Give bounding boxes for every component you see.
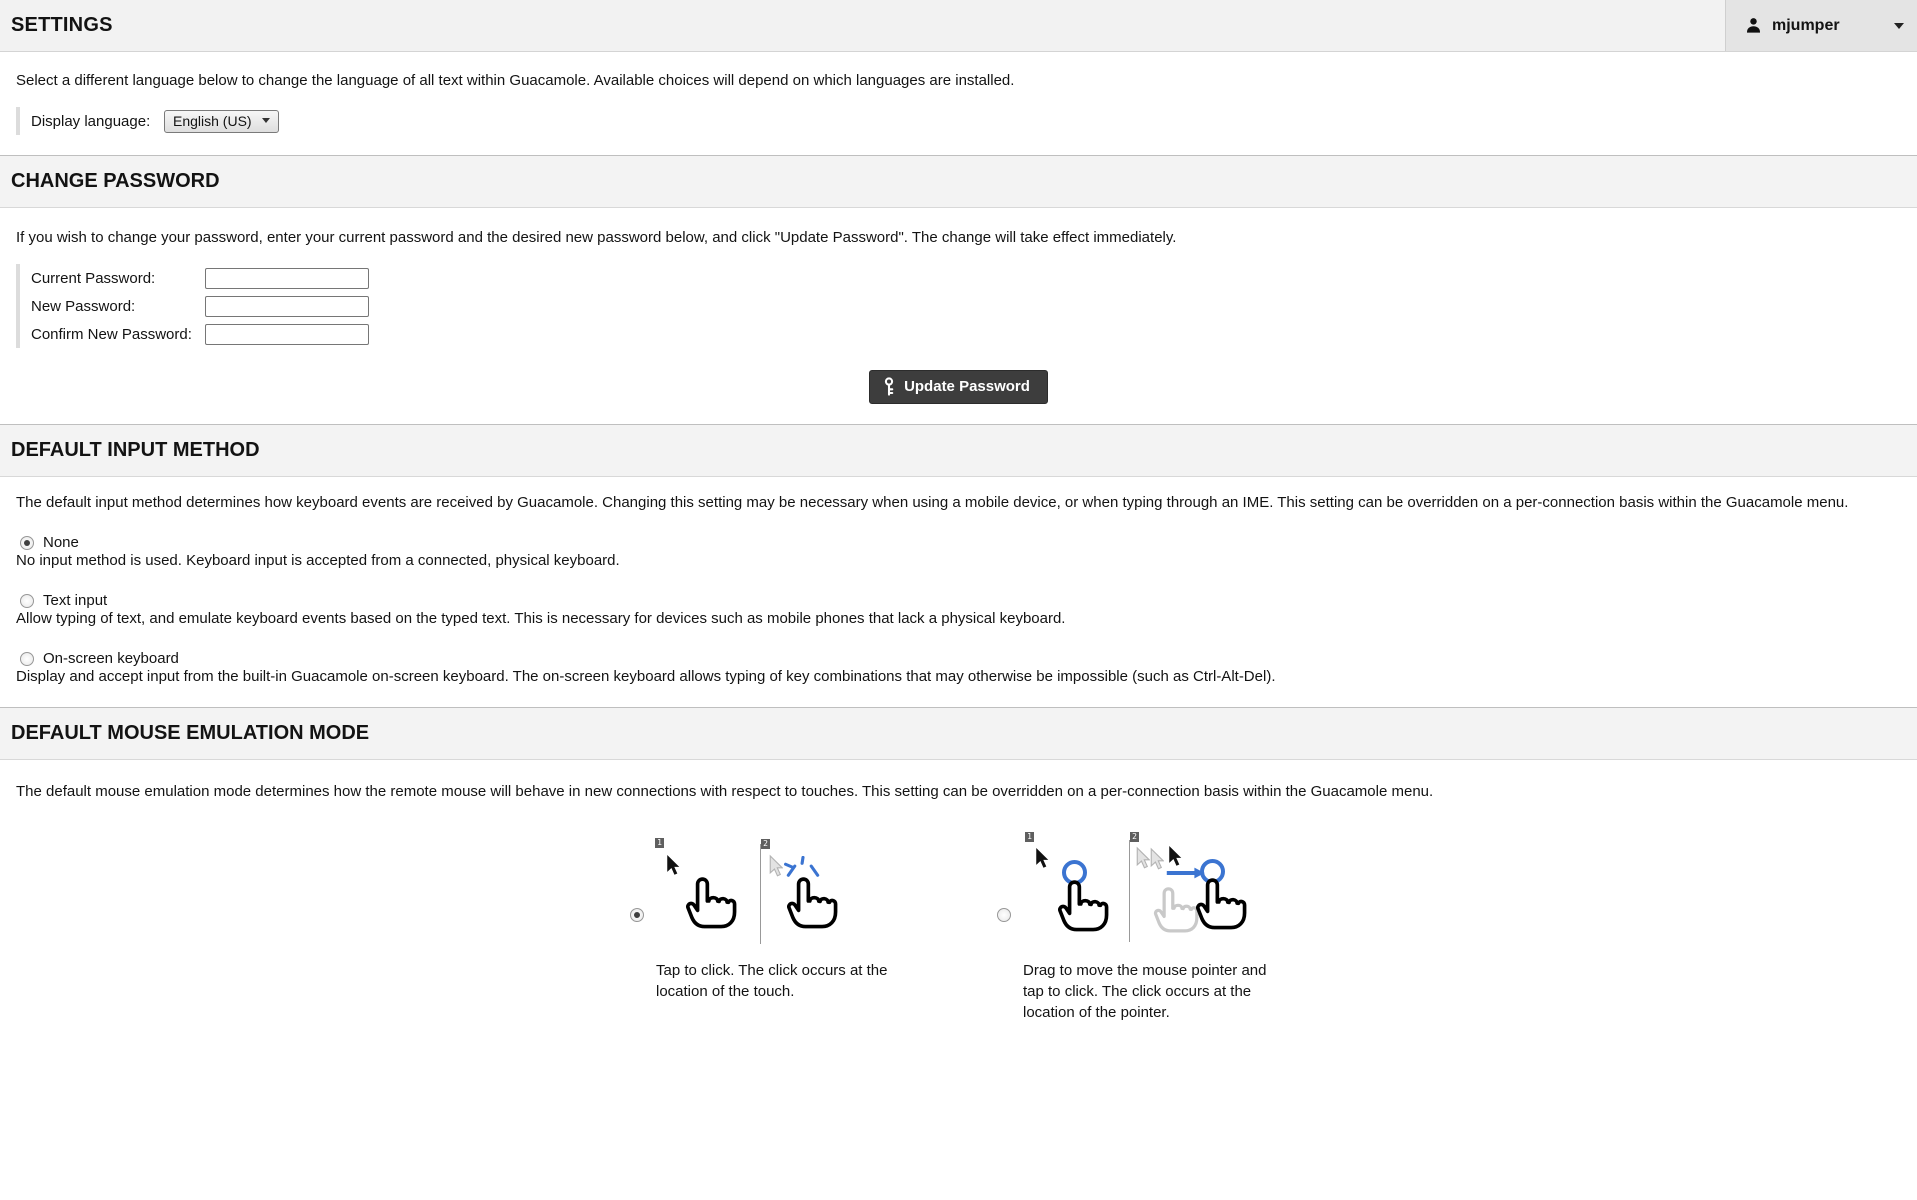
select-caret-icon xyxy=(262,118,270,123)
input-method-label-text: Text input xyxy=(43,592,108,609)
mouse-emulation-description: The default mouse emulation mode determines how the remote mouse will behave in new connections with respect to touches. This setting can be overridden on a per-connection basis within the Guacamole menu. xyxy=(16,783,1434,800)
frame-badge-1: 1 xyxy=(655,838,664,848)
mouse-option-tap-caption: Tap to click. The click occurs at the location of the touch. xyxy=(656,962,888,1000)
display-language-row xyxy=(16,107,1917,135)
input-method-desc-text: Allow typing of text, and emulate keyboard events based on the typed text. This is necessary for devices such as mobile phones that lack a physical keyboard. xyxy=(16,610,1066,627)
new-password-field[interactable] xyxy=(205,296,369,317)
user-name: mjumper xyxy=(1772,16,1840,34)
mouse-option-drag-body xyxy=(1019,832,1287,1023)
touch-hand-icon xyxy=(685,873,737,933)
drag-hand-icon xyxy=(1057,876,1109,936)
update-password-button[interactable] xyxy=(869,370,1048,404)
frame-divider xyxy=(760,844,761,944)
ghost-cursor-icon xyxy=(1135,846,1150,871)
new-password-row xyxy=(31,292,1917,320)
mouse-option-tap xyxy=(630,832,902,1023)
change-password-description: If you wish to change your password, enter your current password and the desired new password below, and click "Update Password". The change will take effect immediately. xyxy=(16,229,1177,246)
current-password-label: Current Password: xyxy=(31,269,156,287)
cursor-arrow-icon xyxy=(1034,846,1049,871)
user-icon xyxy=(1744,16,1763,35)
cursor-arrow-icon xyxy=(665,853,680,878)
default-input-method-description: The default input method determines how keyboard events are received by Guacamole. Changing this setting may be necessary when using a mobile device, or when typing through an IME. This setting can be overridden on a per-connection basis within the Guacamole menu. xyxy=(16,494,1849,511)
page-title: SETTINGS xyxy=(11,14,113,36)
frame-badge-2: 2 xyxy=(761,839,770,849)
input-method-option-osk xyxy=(20,650,1917,667)
tap-illustration xyxy=(652,832,867,947)
mouse-emulation-header: DEFAULT MOUSE EMULATION MODE xyxy=(0,707,1917,760)
input-method-radio-osk[interactable] xyxy=(20,652,34,666)
change-password-header: CHANGE PASSWORD xyxy=(0,155,1917,208)
current-password-field[interactable] xyxy=(205,268,369,289)
ghost-cursor-icon xyxy=(1149,847,1164,872)
input-method-option-none xyxy=(20,534,1917,551)
language-section-description: Select a different language below to change the language of all text within Guacamole. Available choices will depend on which languages are installed. xyxy=(16,72,1015,89)
update-password-button-label: Update Password xyxy=(904,378,1030,395)
tap-hand-icon xyxy=(786,873,838,933)
drag-illustration xyxy=(1019,832,1256,947)
input-method-option-text xyxy=(20,592,1917,609)
chevron-down-icon xyxy=(1894,23,1904,29)
mouse-mode-radio-drag[interactable] xyxy=(997,908,1011,922)
mouse-mode-radio-tap[interactable] xyxy=(630,908,644,922)
input-method-radio-text[interactable] xyxy=(20,594,34,608)
display-language-selected-value: English (US) xyxy=(173,112,252,129)
mouse-option-tap-body xyxy=(652,832,902,1023)
input-method-label-osk: On-screen keyboard xyxy=(43,650,179,667)
display-language-select[interactable] xyxy=(164,110,279,133)
header-spacer xyxy=(113,0,1725,51)
mouse-option-drag-caption: Drag to move the mouse pointer and tap to click. The click occurs at the location of the pointer. xyxy=(1023,962,1267,1021)
confirm-password-row xyxy=(31,320,1917,348)
ghost-hand-icon xyxy=(1153,884,1199,936)
app-header xyxy=(0,0,1917,52)
mouse-emulation-options xyxy=(0,832,1917,1023)
confirm-password-field[interactable] xyxy=(205,324,369,345)
frame-divider xyxy=(1129,840,1130,942)
update-password-button-row xyxy=(0,370,1917,404)
current-password-row xyxy=(31,264,1917,292)
frame-badge-1: 1 xyxy=(1025,832,1034,842)
input-method-radio-none[interactable] xyxy=(20,536,34,550)
key-icon xyxy=(883,377,895,396)
ghost-cursor-icon xyxy=(768,854,783,879)
default-input-method-header: DEFAULT INPUT METHOD xyxy=(0,424,1917,477)
confirm-password-label: Confirm New Password: xyxy=(31,325,192,343)
display-language-label: Display language: xyxy=(31,112,151,130)
user-menu-button[interactable] xyxy=(1725,0,1917,51)
new-password-label: New Password: xyxy=(31,297,136,315)
mouse-option-drag xyxy=(997,832,1287,1023)
input-method-label-none: None xyxy=(43,534,79,551)
frame-badge-2: 2 xyxy=(1130,832,1139,842)
change-password-form xyxy=(16,264,1917,348)
input-method-desc-osk: Display and accept input from the built-in Guacamole on-screen keyboard. The on-screen keyboard allows typing of key combinations that may otherwise be impossible (such as Ctrl-Alt-Del). xyxy=(16,668,1276,685)
input-method-desc-none: No input method is used. Keyboard input is accepted from a connected, physical keyboard. xyxy=(16,552,620,569)
tap-hand-icon xyxy=(1195,874,1247,934)
